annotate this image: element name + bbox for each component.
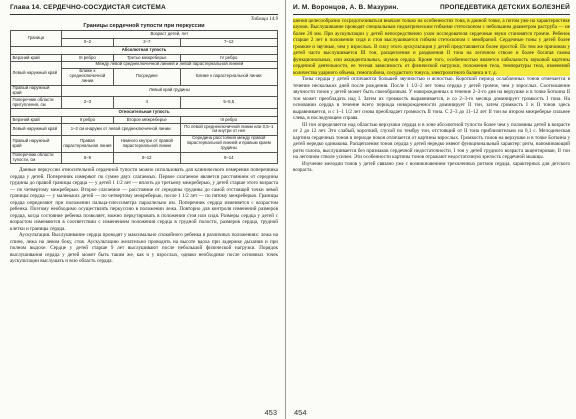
- boundaries-table: [10, 30, 278, 164]
- row-label: Правый наружный край: [11, 135, 62, 152]
- running-head-right: [293, 4, 570, 15]
- left-page: [0, 0, 286, 419]
- table-cell: Немного кнутри от правой парастернальной линии: [114, 135, 180, 152]
- age-header: 0–2: [61, 39, 113, 47]
- running-head-title: ПРОПЕДЕВТИКА ДЕТСКИХ БОЛЕЗНЕЙ: [440, 4, 570, 11]
- col-header-boundary: Граница: [11, 31, 62, 47]
- table-cell: IV ребро: [180, 55, 277, 62]
- row-label: Поперечник области притупления, см: [11, 97, 62, 109]
- left-body-text: [10, 167, 278, 264]
- table-title: Границы сердечной тупости при перкуссии: [83, 23, 205, 29]
- paragraph: Данные перкуссии относительной сердечной тупости можно использовать для клинического измерения поперечника сердца у детей. Поперечник измеряют по сумме двух слагаемых. Первое слагаемое является расстоянием от середины грудины до правой границы сердца — у детей 1 1/2 лет — вплоть до третьему межреберью, у детей старше этого возраста — по четвертому межреберью. Второе слагаемое — расстояние от середины грудины до самой отстоящей точки левой границы сердца — у маленьких детей — по четвертому межреберью, после 1 1/2 лет — по пятому межреберью. Границы сердца определяют при положении пальца-плессиметра параллельно им. Поперечник сердца изменяется с возрастом ребенка. Поэтому необходимо осуществлять перкуссию в положении лежа. Повторно для контроля изменений размеров сердца, когда состояние ребенка позволяет, можно перкутировать в положении стоя или сидя. Размеры сердца у детей с возрастом изменяются в соответствии с изменением положения сердца в грудной полости, размеров сердца, грудной клетки и границы сердца.: [10, 167, 278, 232]
- table-cell: 5–5,5: [180, 97, 277, 109]
- row-label: Поперечник области тупости, см: [11, 152, 62, 164]
- table-cell: 8–12: [114, 152, 180, 164]
- table-cell: Ближе к среднеключичной линии: [61, 68, 113, 85]
- row-label: Верхний край: [11, 55, 62, 62]
- row-label: Левый наружный край: [11, 124, 62, 136]
- table-cell: Третье межреберье: [114, 55, 180, 62]
- table-cell: По левой среднеключичной линии или 0,5–1 см кнутри от нее: [180, 124, 277, 136]
- row-label: Верхний край: [11, 117, 62, 124]
- paragraph-highlighted: шения целесообразно сосредоточиваться вначале только на особенностях тона, в данной точке, а потом уже на характеристике шумов. Выслушивание проводят специальным педиатрическим гибкими стетоскопом с небольшим диаметром раструба — не более 20 мм. При аускультации у детей непосредственно ухом исследователя сердечные звуки становятся громче. Ребенок старше 2 лет в положении сидя и стоя выслушивается гибким стетоскопом с мембраной. Сердечные тоны у детей более громкие и звучные, чем у взрослых. В силу этого аускультация у детей представляется более простой. По тем же причинам у детей часто выслушивается III тон, расщепления и раздвоения II тона на легочном стволе и более богатая гамма функциональных, или акцидентальных, шумов сердца. Кроме того, особенностью является лабильность звуковой картины сердечной деятельности, ее тесная зависимость от физической нагрузки, положения тела, температуры тела, изменений количества ударного объема, гемоглобина, сосудистого тонуса, электролитного баланса и т. д.: [293, 18, 570, 76]
- table-cell: 1–2 см кнаружи от левой среднеключичной линии: [61, 124, 180, 136]
- table-label: Таблица 14.9: [250, 17, 278, 22]
- table-cell: Между левой среднеключичной линией и левой парастернальной линией: [61, 61, 277, 68]
- page-number: 453: [264, 408, 277, 417]
- age-header: 7–12: [180, 39, 277, 47]
- table-cell: III ребро: [61, 55, 113, 62]
- row-label: Левый наружный край: [11, 61, 62, 85]
- running-head-authors: И. М. Воронцов, А. В. Мазурин.: [293, 4, 399, 11]
- running-head-left: Глава 14. СЕРДЕЧНО-СОСУДИСТАЯ СИСТЕМА: [10, 4, 278, 15]
- table-cell: Середина расстояния между правой парастернальной линией и правым краем грудины: [180, 135, 277, 152]
- col-header-age: Возраст детей, лет: [61, 31, 277, 39]
- right-body-text: [293, 18, 570, 174]
- table-cell: 2–3: [61, 97, 113, 109]
- table-cell: 4: [114, 97, 180, 109]
- age-header: 2–7: [114, 39, 180, 47]
- table-cell: Правая парастернальная линия: [61, 135, 113, 152]
- table-cell: Левый край грудины: [61, 85, 277, 97]
- table-cell: Посредине: [114, 68, 180, 85]
- row-label: Правый наружный край: [11, 85, 62, 97]
- table-cell: III ребро: [180, 117, 277, 124]
- paragraph: III тон определяется над областью верхушки сердца и в зоне абсолютной тупости более чем у половины детей в возрасте от 2 до 12 лет. Это слабый, короткий, глухой по тембру тон, отстоящий от II тона приблизительно на 0,1 с. Мелодическая картина сердечных тонов в периоде покоя отличается от картины взрослых. Громкость тонов на верхушке и в точке Боткина у детей нередко одинакова. Расщепления тонов сердца у детей нередко имеют функциональный характер: ритм, напоминающий ритм галопа, выслушивается без признаков сердечной недостаточности, I тон у детей грудного возраста акцентирован, II тон на легочном стволе усилен. Эти особенности картины тонов отражают недостаточную зрелость сердечной мышцы.: [293, 121, 570, 161]
- table-cell: 6–9: [61, 152, 113, 164]
- section-absolute: Абсолютная тупость: [11, 47, 278, 55]
- paragraph: Аускультация. Выслушивание сердца проводят у максимально спокойного ребенка в различных положениях: лежа на спине, лежа на левом боку, стоя. Аускультацию желательно проводить на высоте вдоха при задержке дыхания и при полном выдохе. Сердце у детей старше 9 лет выслушивают после небольшой физической нагрузки. Порядок выслушивания сердца у детей может быть таким же, как и у взрослых, однако необходимо после основных точек аускультации выслушать и всю область сердца.: [10, 232, 278, 265]
- paragraph: Изучение мелодии тонов у детей связано уже с возникновением трехчленных ритмов сердца, характерных для детского возраста.: [293, 160, 570, 174]
- right-page: [286, 0, 576, 419]
- table-cell: Второе межреберье: [114, 117, 180, 124]
- table-cell: Ближе к парастернальной линии: [180, 68, 277, 85]
- paragraph: Тоны сердца у детей отличаются большей звучностью и ясностью. Короткий период ослабленных тонов отмечается в течение нескольких дней после рождения. После 1 1/2–2 лет тоны сердца у детей громче, чем у взрослых. Соотношение звучности тонов у детей может быть своеобразным. У новорожденных в течение 2–3-го дня на верхушке и в точке Боткина II тон может преобладать над I. Затем их громкость выравнивается, и со 2–3-го месяца доминирует громкость I тона. На основании сердца в течение всего периода новорожденности доминирует II тон, затем громкость I и II тонов здесь выравнивается, и с 1–1 1/2 лет снова преобладает громкость II тона. С 2–3 до 11–12 лет II тон во втором межреберье сильнее слева, в последующем справа.: [293, 76, 570, 122]
- table-cell: 9–14: [180, 152, 277, 164]
- page-number: 454: [294, 408, 307, 417]
- section-relative: Относительная тупость: [11, 109, 278, 117]
- table-cell: II ребро: [61, 117, 113, 124]
